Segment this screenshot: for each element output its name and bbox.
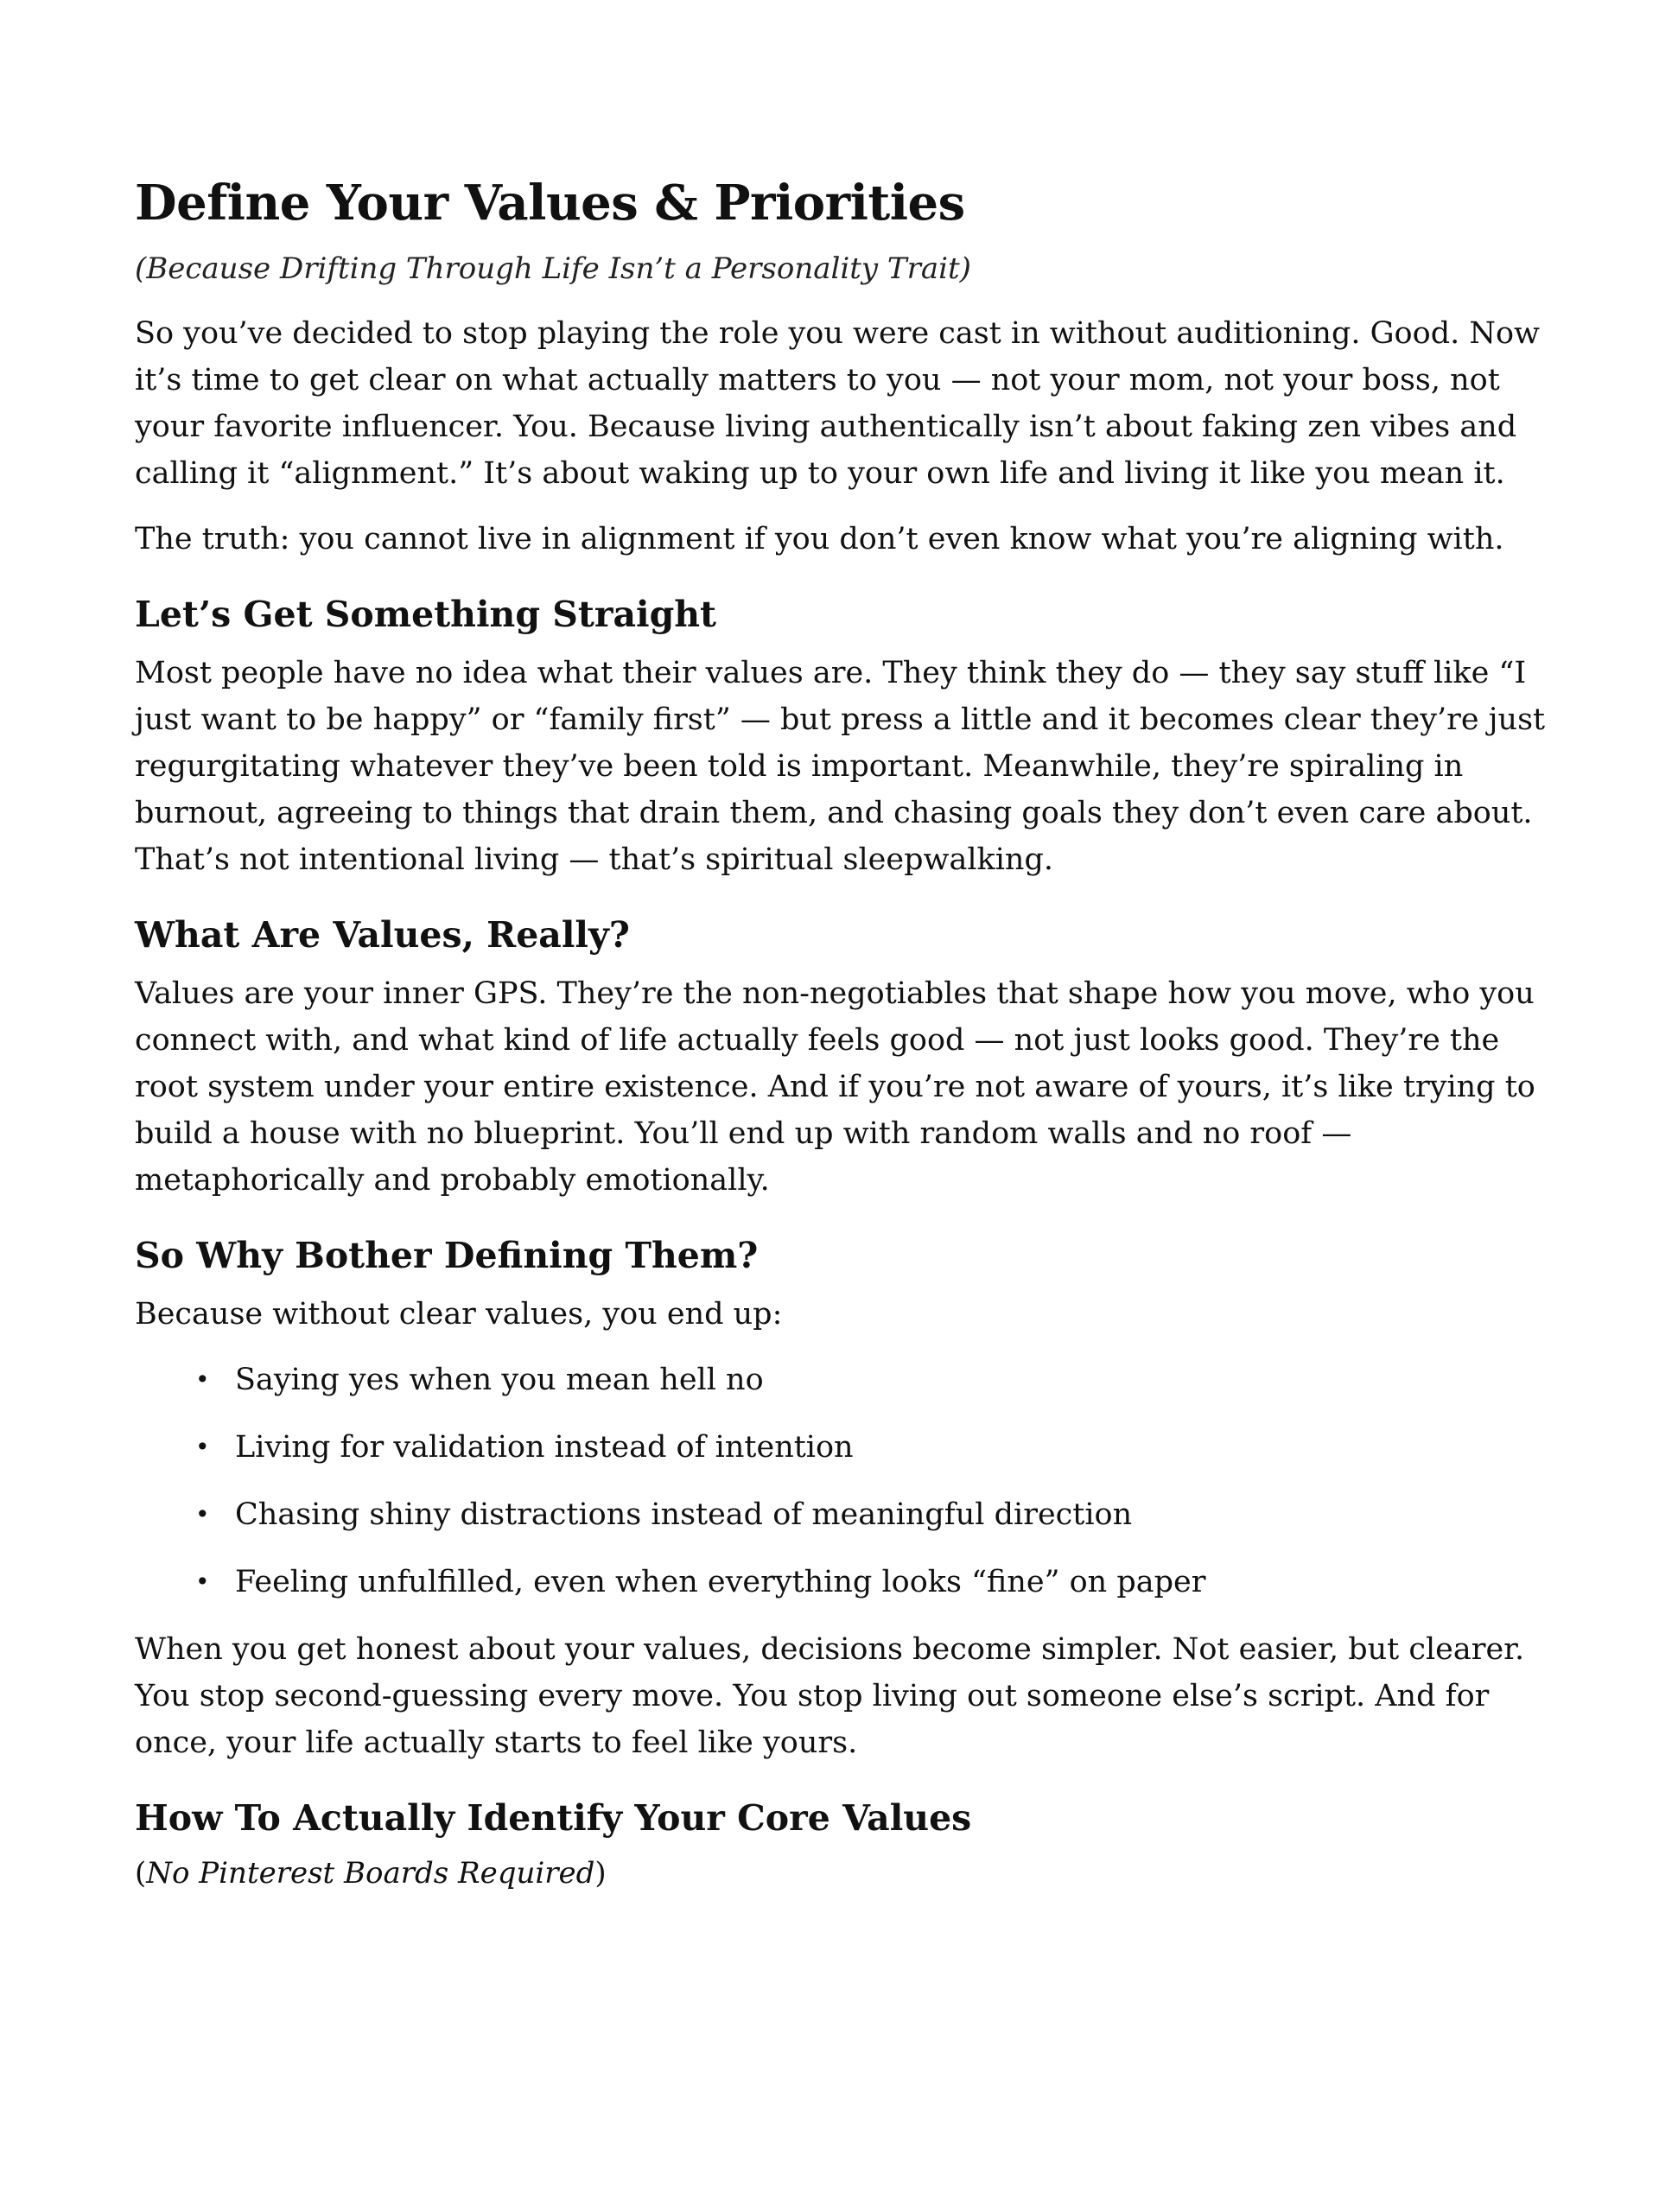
reasons-list (135, 1357, 1552, 1605)
section-heading-why: So Why Bother Defining Them? (135, 1235, 759, 1277)
tagline-text: No Pinterest Boards Required (146, 1855, 595, 1891)
list-item (135, 1357, 1552, 1403)
bullet-icon: • (195, 1567, 210, 1597)
section-heading-identify: How To Actually Identify Your Core Values (135, 1797, 972, 1840)
page-subtitle: (Because Drifting Through Life Isn’t a Personality Trait) (135, 251, 971, 286)
section-heading-values: What Are Values, Really? (135, 913, 630, 956)
list-item-text: Chasing shiny distractions instead of meaningful direction (235, 1497, 1133, 1533)
intro-paragraph-2: The truth: you cannot live in alignment if you don’t even know what you’re aligning with. (135, 521, 1504, 556)
section-closing-why: When you get honest about your values, decisions become simpler. Not easier, but clearer. You stop second-guessing every move. You stop living out someone else’s script. And for once, your life actually starts to feel like yours. (135, 1632, 1525, 1761)
section-tagline-identify (135, 1854, 1552, 1892)
bullet-icon: • (195, 1433, 210, 1462)
bullet-icon: • (195, 1500, 210, 1529)
tagline-open-paren: ( (135, 1855, 147, 1891)
bullet-icon: • (195, 1365, 210, 1395)
list-item (135, 1424, 1552, 1471)
list-item (135, 1559, 1552, 1605)
list-item-text: Feeling unfulfilled, even when everything looks “fine” on paper (235, 1565, 1206, 1600)
tagline-close-paren: ) (594, 1855, 607, 1891)
list-item-text: Living for validation instead of intention (235, 1430, 854, 1465)
section-paragraph-why: Because without clear values, you end up: (135, 1297, 783, 1332)
document-page (135, 177, 1552, 1892)
list-item (135, 1491, 1552, 1538)
section-paragraph-values: Values are your inner GPS. They’re the non-negotiables that shape how you move, who you connect with, and what kind of life actually feels good — not just looks good. They’re the root system under your entire existence. And if you’re not aware of yours, it’s like trying to build a house with no blueprint. You’ll end up with random walls and no roof — metaphorically and probably emotionally. (135, 976, 1535, 1198)
intro-paragraph-1: So you’ve decided to stop playing the role you were cast in without auditioning. Good. Now it’s time to get clear on what actually matters to you — not your mom, not your boss, not your favorite influencer. You. Because living authentically isn’t about faking zen vibes and calling it “alignment.” It’s about waking up to your own life and living it like you mean it. (135, 315, 1541, 491)
page-title: Define Your Values & Priorities (135, 175, 965, 232)
section-heading-straight: Let’s Get Something Straight (135, 593, 716, 635)
list-item-text: Saying yes when you mean hell no (235, 1363, 764, 1398)
section-paragraph-straight: Most people have no idea what their values are. They think they do — they say stuff like “I just want to be happy” or “family first” — but press a little and it becomes clear they’re just regurgitating whatever they’ve been told is important. Meanwhile, they’re spiraling in burnout, agreeing to things that drain them, and chasing goals they don’t even care about. That’s not intentional living — that’s spiritual sleepwalking. (135, 655, 1546, 877)
